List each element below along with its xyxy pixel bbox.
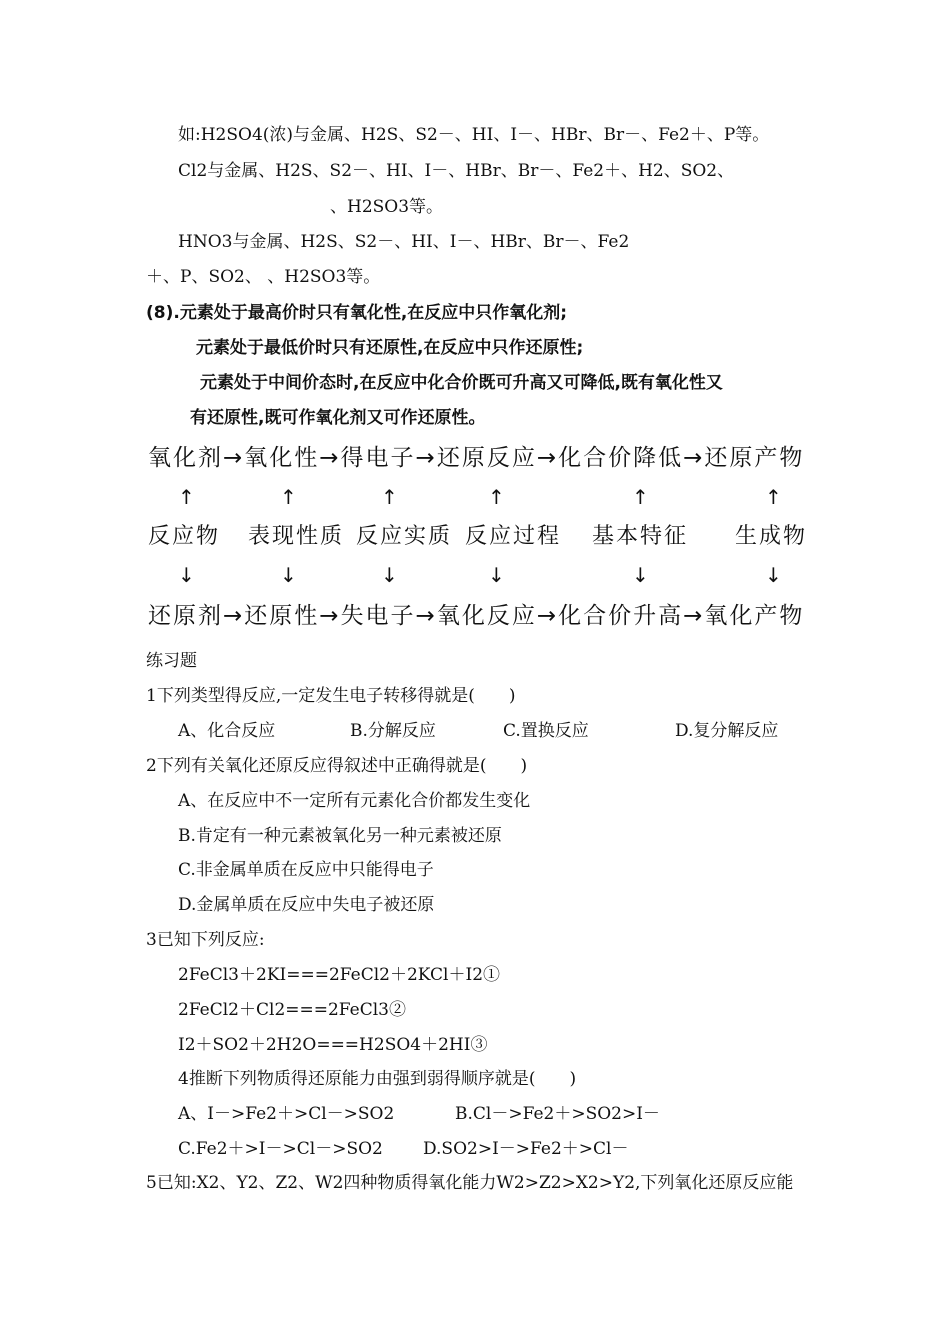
up-arrow-icon: ↑	[488, 485, 505, 509]
category-feature: 基本特征	[592, 524, 689, 549]
up-arrow-icon: ↑	[765, 485, 782, 509]
rule-line-lowest: 元素处于最低价时只有还原性,在反应中只作还原性;	[196, 338, 584, 358]
q2-option-c: C.非金属单质在反应中只能得电子	[178, 860, 434, 880]
q4-option-a: A、I－>Fe2＋>Cl－>SO2	[178, 1104, 395, 1124]
up-arrow-icon: ↑	[381, 485, 398, 509]
category-product: 生成物	[735, 524, 808, 549]
text-line-5: ＋、P、SO2、 、H2SO3等。	[146, 267, 381, 287]
chain-top-row: 氧化剂→氧化性→得电子→还原反应→化合价降低→还原产物	[148, 445, 805, 471]
rule-line-highest: (8).元素处于最高价时只有氧化性,在反应中只作氧化剂;	[146, 303, 568, 323]
q1-option-a: A、化合反应	[178, 721, 276, 741]
rule-line-middle-cont: 有还原性,既可作氧化剂又可作还原性。	[190, 408, 486, 428]
q1-option-d: D.复分解反应	[675, 721, 779, 741]
question-2: 2下列有关氧化还原反应得叙述中正确得就是( )	[146, 756, 528, 776]
q2-option-b: B.肯定有一种元素被氧化另一种元素被还原	[178, 826, 502, 846]
category-essence: 反应实质	[356, 524, 453, 549]
q4-option-d: D.SO2>I－>Fe2＋>Cl－	[423, 1139, 629, 1159]
q4-option-b: B.Cl－>Fe2＋>SO2>I－	[455, 1104, 660, 1124]
question-1: 1下列类型得反应,一定发生电子转移得就是( )	[146, 686, 516, 706]
q2-option-d: D.金属单质在反应中失电子被还原	[178, 895, 435, 915]
up-arrow-icon: ↑	[632, 485, 649, 509]
q1-option-c: C.置换反应	[503, 721, 589, 741]
down-arrow-icon: ↓	[632, 563, 649, 587]
category-reactant: 反应物	[148, 524, 221, 549]
category-property: 表现性质	[248, 524, 345, 549]
q1-option-b: B.分解反应	[350, 721, 436, 741]
text-line-1: 如:H2SO4(浓)与金属、H2S、S2－、HI、I－、HBr、Br－、Fe2＋、P等。	[178, 125, 770, 145]
up-arrow-icon: ↑	[280, 485, 297, 509]
up-arrow-icon: ↑	[178, 485, 195, 509]
q3-reaction-1: 2FeCl3＋2KI===2FeCl2＋2KCl＋I2①	[178, 965, 501, 985]
rule-line-middle: 元素处于中间价态时,在反应中化合价既可升高又可降低,既有氧化性又	[200, 373, 723, 393]
down-arrow-icon: ↓	[488, 563, 505, 587]
q4-option-c: C.Fe2＋>I－>Cl－>SO2	[178, 1139, 383, 1159]
q2-option-a: A、在反应中不一定所有元素化合价都发生变化	[178, 791, 531, 811]
question-5: 5已知:X2、Y2、Z2、W2四种物质得氧化能力W2>Z2>X2>Y2,下列氧化还原反应能	[146, 1173, 794, 1193]
category-process: 反应过程	[465, 524, 562, 549]
down-arrow-icon: ↓	[381, 563, 398, 587]
question-4: 4推断下列物质得还原能力由强到弱得顺序就是( )	[178, 1069, 577, 1089]
q3-reaction-2: 2FeCl2＋Cl2===2FeCl3②	[178, 1000, 406, 1020]
text-line-4: HNO3与金属、H2S、S2－、HI、I－、HBr、Br－、Fe2	[178, 232, 630, 252]
chain-bottom-row: 还原剂→还原性→失电子→氧化反应→化合价升高→氧化产物	[148, 603, 805, 629]
question-3: 3已知下列反应:	[146, 930, 265, 950]
exercise-heading: 练习题	[146, 651, 197, 671]
text-line-2: Cl2与金属、H2S、S2－、HI、I－、HBr、Br－、Fe2＋、H2、SO2、	[178, 161, 735, 181]
down-arrow-icon: ↓	[280, 563, 297, 587]
down-arrow-icon: ↓	[765, 563, 782, 587]
down-arrow-icon: ↓	[178, 563, 195, 587]
q3-reaction-3: I2＋SO2＋2H2O===H2SO4＋2HI③	[178, 1035, 488, 1055]
text-line-3: 、H2SO3等。	[330, 197, 444, 217]
